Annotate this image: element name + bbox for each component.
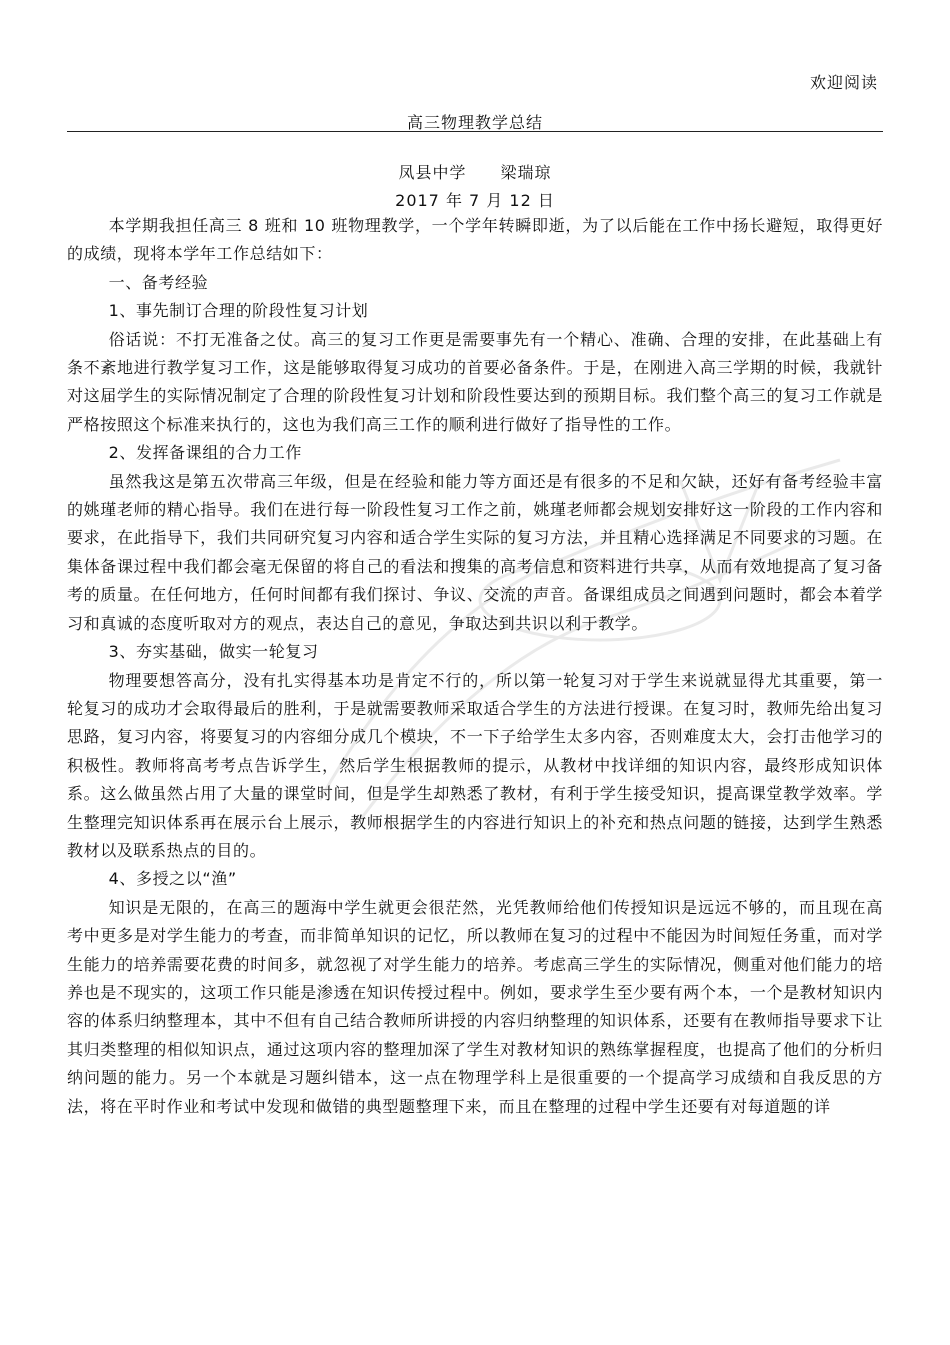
section-heading: 1、事先制订合理的阶段性复习计划 <box>108 301 369 321</box>
body-paragraph: 虽然我这是第五次带高三年级，但是在经验和能力等方面还是有很多的不足和欠缺，还好有备考经验丰富的姚瑾老师的精心指导。我们在进行每一阶段性复习工作之前，姚瑾老师都会规划安排好这一阶段的工作内容和要求，在此指导下，我们共同研究复习内容和适合学生实际的复习方法，并且精心选择满足不同要求的习题。在集体备课过程中我们都会毫无保留的将自己的看法和搜集的高考信息和资料进行共享，从而有效地提高了复习备考的质量。在任何地方，任何时间都有我们探讨、争议、交流的声音。备课组成员之间遇到问题时，都会本着学习和真诚的态度听取对方的观点，表达自己的意见，争取达到共识以利于教学。 <box>67 471 883 633</box>
document-date: 2017 年 7 月 12 日 <box>395 191 555 210</box>
document-title: 高三物理教学总结 <box>406 113 543 132</box>
body-paragraph: 知识是无限的，在高三的题海中学生就更会很茫然，光凭教师给他们传授知识是远远不够的，而且现在高考中更多是对学生能力的考查，而非简单知识的记忆，所以教师在复习的过程中不能因为时间短任务重，而对学生能力的培养需要花费的时间多，就忽视了对学生能力的培养。考虑高三学生的实际情况，侧重对他们能力的培养也是不现实的，这项工作只能是渗透在知识传授过程中。例如，要求学生至少要有两个本，一个是教材知识内容的体系归纳整理本，其中不但有自己结合教师所讲授的内容归纳整理的知识体系，还要有在教师指导要求下让其归类整理的相似知识点，通过这项内容的整理加深了学生对教材知识的熟练掌握程度，也提高了他们的分析归纳问题的能力。另一个本就是习题纠错本，这一点在物理学科上是很重要的一个提高学习成绩和自我反思的方法，将在平时作业和考试中发现和做错的典型题整理下来，而且在整理的过程中学生还要有对每道题的详 <box>67 897 883 1116</box>
school-name: 凤县中学 <box>398 163 467 182</box>
section-heading: 3、夯实基础，做实一轮复习 <box>108 642 319 662</box>
body-paragraph: 俗话说：不打无准备之仗。高三的复习工作更是需要事先有一个精心、准确、合理的安排，在此基础上有条不紊地进行教学复习工作，这是能够取得复习成功的首要必备条件。于是，在刚进入高三学期的时候，我就针对这届学生的实际情况制定了合理的阶段性复习计划和阶段性要达到的预期目标。我们整个高三的复习工作就是严格按照这个标准来执行的，这也为我们高三工作的顺利进行做好了指导性的工作。 <box>67 329 883 434</box>
body-paragraph: 物理要想答高分，没有扎实得基本功是肯定不行的，所以第一轮复习对于学生来说就显得尤其重要，第一轮复习的成功才会取得最后的胜利，于是就需要教师采取适合学生的方法进行授课。在复习时，教师先给出复习思路，复习内容，将要复习的内容细分成几个模块，不一下子给学生太多内容，否则难度太大，会打击他学习的积极性。教师将高考考点告诉学生，然后学生根据教师的提示，从教材中找详细的知识内容，最终形成知识体系。这么做虽然占用了大量的课堂时间，但是学生却熟悉了教材，有利于学生接受知识，提高课堂教学效率。学生整理完知识体系再在展示台上展示，教师根据学生的内容进行知识上的补充和热点问题的链接，达到学生熟悉教材以及联系热点的目的。 <box>67 670 883 860</box>
header-note: 欢迎阅读 <box>809 73 878 92</box>
section-heading: 一、备考经验 <box>108 272 209 292</box>
section-heading: 2、发挥备课组的合力工作 <box>108 443 302 463</box>
author-name: 梁瑞琼 <box>500 163 552 182</box>
body-paragraph: 本学期我担任高三 8 班和 10 班物理教学，一个学年转瞬即逝，为了以后能在工作中扬长避短，取得更好的成绩，现将本学年工作总结如下： <box>67 216 883 264</box>
author-line <box>0 160 950 183</box>
section-heading: 4、多授之以“渔” <box>108 869 237 889</box>
header-divider <box>67 131 883 132</box>
document-body <box>67 212 883 1121</box>
